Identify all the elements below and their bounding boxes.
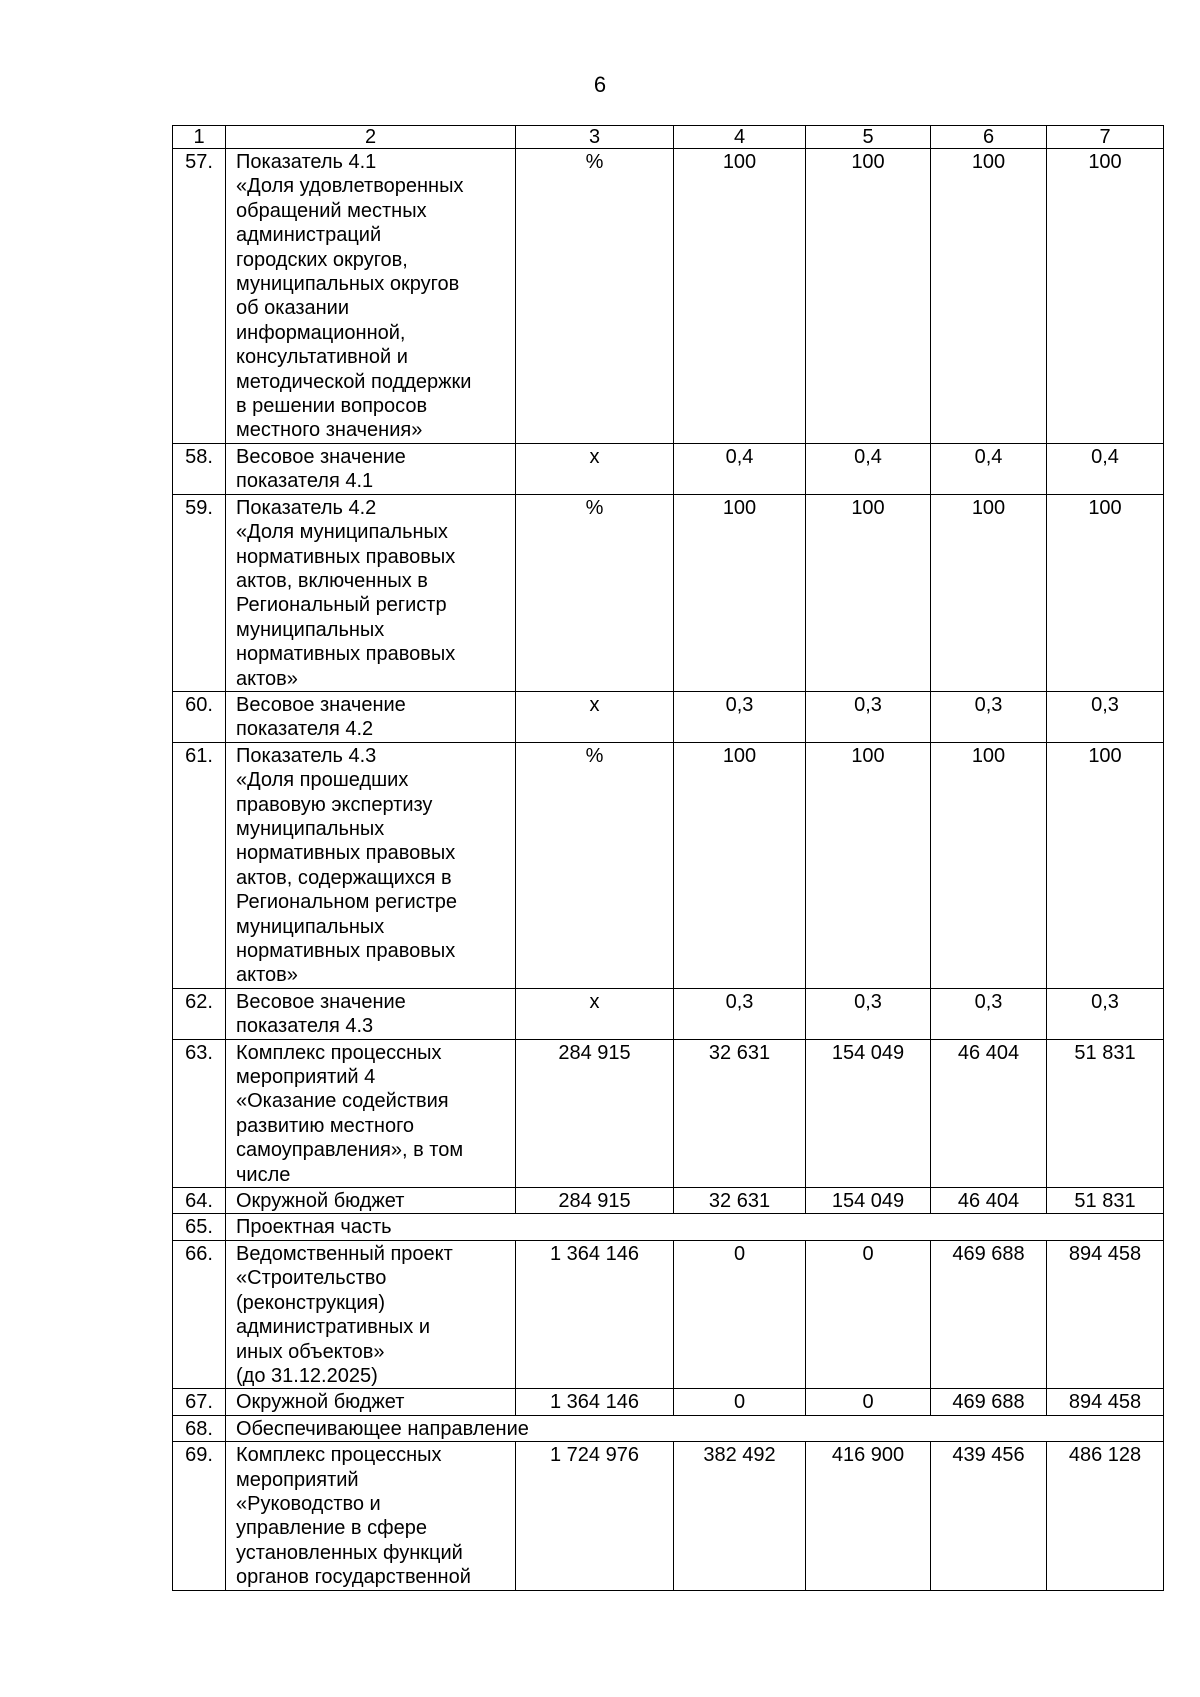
value-cell: 0	[806, 1240, 931, 1388]
table-row	[173, 1442, 1164, 1590]
value-cell: 46 404	[931, 1188, 1047, 1214]
value-cell: 0,4	[1047, 443, 1164, 494]
value-cell: %	[516, 494, 674, 691]
row-number: 57.	[173, 149, 226, 444]
value-cell: 32 631	[674, 1039, 806, 1187]
value-cell: 0,3	[931, 988, 1047, 1039]
row-name: Весовое значение показателя 4.3	[226, 988, 516, 1039]
table-row	[173, 1240, 1164, 1388]
value-cell: 0,3	[806, 988, 931, 1039]
row-number: 67.	[173, 1389, 226, 1415]
row-number: 63.	[173, 1039, 226, 1187]
row-name: Комплекс процессных мероприятий «Руководство и управление в сфере установленных функций органов государственной	[226, 1442, 516, 1590]
value-cell: 1 364 146	[516, 1389, 674, 1415]
value-cell: 100	[806, 742, 931, 988]
value-cell: 154 049	[806, 1188, 931, 1214]
row-number: 62.	[173, 988, 226, 1039]
table-row	[173, 1214, 1164, 1240]
value-cell: 1 724 976	[516, 1442, 674, 1590]
indicators-table	[172, 125, 1164, 1591]
value-cell: 469 688	[931, 1389, 1047, 1415]
value-cell: х	[516, 443, 674, 494]
table-row	[173, 742, 1164, 988]
table-row	[173, 149, 1164, 444]
value-cell: 0,3	[674, 988, 806, 1039]
header-cell: 1	[173, 126, 226, 149]
header-cell: 4	[674, 126, 806, 149]
header-cell: 3	[516, 126, 674, 149]
header-row	[173, 126, 1164, 149]
value-cell: 894 458	[1047, 1240, 1164, 1388]
value-cell: 100	[806, 494, 931, 691]
value-cell: 284 915	[516, 1188, 674, 1214]
value-cell: 0,4	[674, 443, 806, 494]
value-cell: х	[516, 691, 674, 742]
value-cell: 100	[674, 494, 806, 691]
value-cell: 0	[674, 1240, 806, 1388]
value-cell: 0,3	[931, 691, 1047, 742]
section-title: Проектная часть	[226, 1214, 1164, 1240]
value-cell: 0,3	[806, 691, 931, 742]
header-cell: 7	[1047, 126, 1164, 149]
value-cell: 469 688	[931, 1240, 1047, 1388]
row-number: 58.	[173, 443, 226, 494]
table-row	[173, 1039, 1164, 1187]
row-number: 69.	[173, 1442, 226, 1590]
value-cell: 486 128	[1047, 1442, 1164, 1590]
table-row	[173, 443, 1164, 494]
row-number: 65.	[173, 1214, 226, 1240]
row-name: Комплекс процессных мероприятий 4 «Оказание содействия развитию местного самоуправления», в том числе	[226, 1039, 516, 1187]
value-cell: 100	[806, 149, 931, 444]
row-name: Показатель 4.1 «Доля удовлетворенных обращений местных администраций городских округов, муниципальных округов об оказании информационной, консультативной и методической поддержки в решении вопросов местного значения»	[226, 149, 516, 444]
row-name: Ведомственный проект «Строительство (реконструкция) административных и иных объектов» (до 31.12.2025)	[226, 1240, 516, 1388]
value-cell: 100	[674, 742, 806, 988]
section-title: Обеспечивающее направление	[226, 1415, 1164, 1441]
value-cell: 100	[931, 149, 1047, 444]
table-row	[173, 1415, 1164, 1441]
value-cell: 32 631	[674, 1188, 806, 1214]
value-cell: 0	[806, 1389, 931, 1415]
table-row	[173, 494, 1164, 691]
row-name: Весовое значение показателя 4.1	[226, 443, 516, 494]
value-cell: 894 458	[1047, 1389, 1164, 1415]
row-number: 64.	[173, 1188, 226, 1214]
table-row	[173, 1389, 1164, 1415]
value-cell: 100	[1047, 494, 1164, 691]
value-cell: 100	[1047, 149, 1164, 444]
value-cell: 416 900	[806, 1442, 931, 1590]
row-number: 60.	[173, 691, 226, 742]
value-cell: 46 404	[931, 1039, 1047, 1187]
value-cell: 154 049	[806, 1039, 931, 1187]
value-cell: 0,3	[674, 691, 806, 742]
value-cell: 0,4	[806, 443, 931, 494]
value-cell: 0,4	[931, 443, 1047, 494]
value-cell: х	[516, 988, 674, 1039]
value-cell: 0	[674, 1389, 806, 1415]
row-name: Окружной бюджет	[226, 1389, 516, 1415]
row-name: Весовое значение показателя 4.2	[226, 691, 516, 742]
header-cell: 2	[226, 126, 516, 149]
value-cell: 382 492	[674, 1442, 806, 1590]
table-row	[173, 988, 1164, 1039]
value-cell: 0,3	[1047, 988, 1164, 1039]
value-cell: 0,3	[1047, 691, 1164, 742]
value-cell: %	[516, 742, 674, 988]
value-cell: 100	[931, 494, 1047, 691]
value-cell: 284 915	[516, 1039, 674, 1187]
value-cell: 51 831	[1047, 1188, 1164, 1214]
header-cell: 6	[931, 126, 1047, 149]
header-cell: 5	[806, 126, 931, 149]
row-name: Показатель 4.3 «Доля прошедших правовую экспертизу муниципальных нормативных правовых актов, содержащихся в Региональном регистре муниципальных нормативных правовых актов»	[226, 742, 516, 988]
row-number: 68.	[173, 1415, 226, 1441]
value-cell: 439 456	[931, 1442, 1047, 1590]
value-cell: 1 364 146	[516, 1240, 674, 1388]
row-number: 66.	[173, 1240, 226, 1388]
value-cell: 100	[1047, 742, 1164, 988]
table-row	[173, 691, 1164, 742]
value-cell: 51 831	[1047, 1039, 1164, 1187]
value-cell: 100	[931, 742, 1047, 988]
page-number: 6	[593, 72, 607, 97]
table-row	[173, 1188, 1164, 1214]
row-number: 61.	[173, 742, 226, 988]
row-name: Окружной бюджет	[226, 1188, 516, 1214]
value-cell: 100	[674, 149, 806, 444]
row-number: 59.	[173, 494, 226, 691]
row-name: Показатель 4.2 «Доля муниципальных нормативных правовых актов, включенных в Региональный регистр муниципальных нормативных правовых актов»	[226, 494, 516, 691]
value-cell: %	[516, 149, 674, 444]
